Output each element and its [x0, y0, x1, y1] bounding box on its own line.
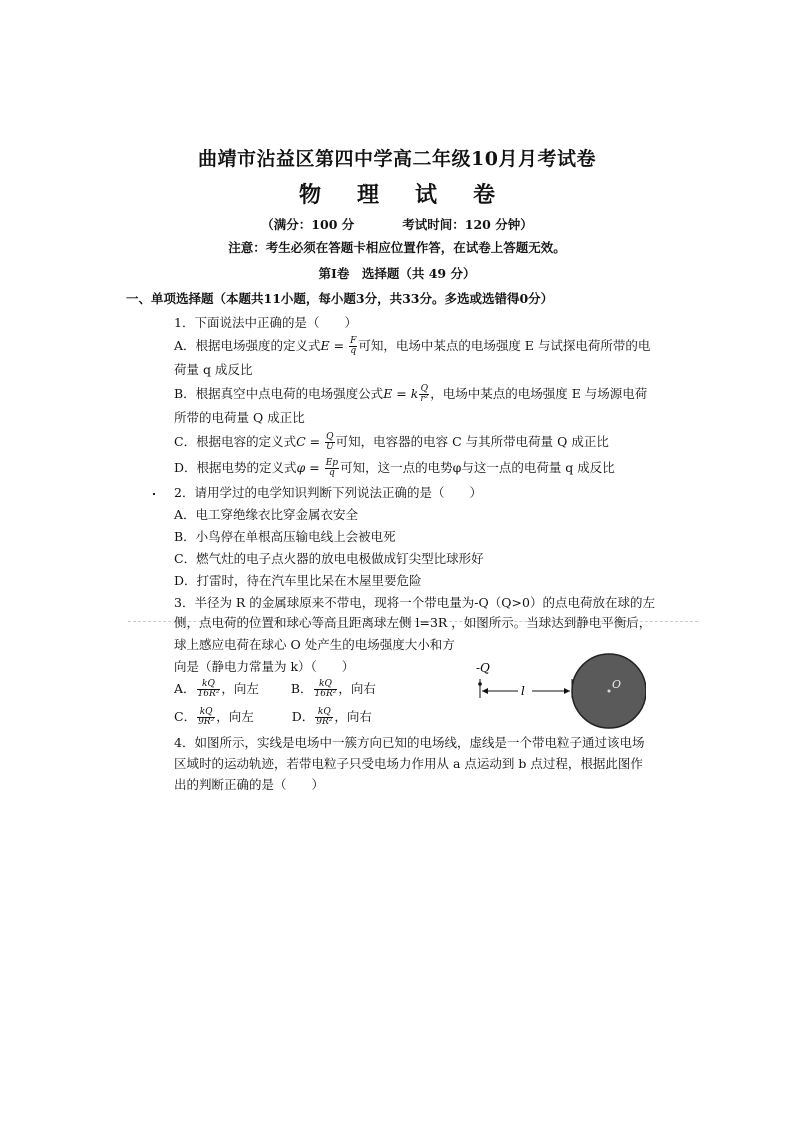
q4-line-3: 出的判断正确的是（ ） [174, 777, 325, 792]
q1-c-fraction: $\frac{Q}{U}$ [326, 432, 334, 452]
q3-option-c: C． $\frac{kQ}{\text{9R²}}$ ，向左 [174, 707, 254, 727]
q1-option-d: D．根据电势的定义式φ = $\frac{Ep}{q}$ 可知，这一点的电势φ与这一点的电荷量 q 成反比 [174, 458, 615, 478]
q3-option-b: B． $\frac{kQ}{\text{16R²}}$ ，向右 [290, 679, 376, 699]
q3-options-row-1 [174, 680, 376, 699]
q2-option-a: A．电工穿绝缘衣比穿金属衣安全 [174, 507, 359, 522]
subject-char-1: 物 [298, 182, 321, 208]
exam-meta [0, 215, 794, 233]
q2-option-b: B．小鸟停在单根高压输电线上会被电死 [174, 529, 396, 544]
part-heading: 第Ⅰ卷 选择题（共 49 分） [318, 266, 476, 281]
q2-option-c: C．燃气灶的电子点火器的放电电极做成钉尖型比球形好 [174, 551, 484, 566]
subject-char-4: 卷 [473, 182, 496, 208]
q3-line-2: 侧，点电荷的位置和球心等高且距离球左侧 l=3R ，如图所示。当球达到静电平衡后， [174, 615, 652, 630]
arrow-left-icon [482, 688, 488, 694]
point-charge-label: -Q [476, 661, 490, 675]
q3-option-d: D． $\frac{kQ}{\text{9R²}}$ ，向右 [291, 707, 372, 727]
q1-option-a-cont: 荷量 q 成反比 [174, 362, 253, 377]
q3-line-4: 向是（静电力常量为 k）（ ） [174, 659, 355, 674]
q2-stem: 2．请用学过的电学知识判断下列说法正确的是（ ） [174, 485, 482, 500]
subject-title [0, 178, 794, 209]
subject-char-2: 理 [356, 182, 379, 208]
q3-line-1: 3．半径为 R 的金属球原来不带电，现将一个带电量为-Q（Q>0）的点电荷放在球的左 [174, 595, 655, 610]
q3-options-row-2 [174, 708, 372, 727]
subject-char-3: 试 [415, 182, 438, 208]
sphere-center [608, 690, 611, 693]
exam-title: 曲靖市沾益区第四中学高二年级10月月考试卷 [198, 148, 596, 170]
section-heading: 一、单项选择题（本题共11小题，每小题3分，共33分。多选或选错得0分） [126, 291, 554, 306]
q3-option-a: A． $\frac{kQ}{\text{16R²}}$ ，向左 [174, 679, 259, 699]
q1-stem: 1．下面说法中正确的是（ ） [174, 315, 357, 330]
q3-figure [466, 648, 646, 738]
exam-time: 考试时间：120 分钟） [402, 217, 533, 232]
arrow-right-icon [564, 688, 570, 694]
q1-option-b: B．根据真空中点电荷的电场强度公式E = k $\frac{Q}{\text{r²}}$ ，电场中某点的电场强度 E 与场源电荷 [174, 384, 648, 404]
q1-b-fraction: $\frac{Q}{\text{r²}}$ [420, 384, 429, 404]
full-score: （满分：100 分 [261, 217, 355, 232]
q2-option-d: D．打雷时，待在汽车里比呆在木屋里要危险 [174, 573, 422, 588]
q4-line-1: 4．如图所示，实线是电场中一簇方向已知的电场线，虚线是一个带电粒子通过该电场 [174, 735, 645, 750]
q1-option-c: C．根据电容的定义式C = $\frac{Q}{U}$ 可知，电容器的电容 C 与其所带电荷量 Q 成正比 [174, 432, 609, 452]
exam-notice: 注意：考生必须在答题卡相应位置作答，在试卷上答题无效。 [228, 240, 566, 255]
q1-option-b-cont: 所带的电荷量 Q 成正比 [174, 410, 305, 425]
q4-line-2: 区域时的运动轨迹，若带电粒子只受电场力作用从 a 点运动到 b 点过程，根据此图作 [174, 756, 643, 771]
distance-label: l [521, 684, 525, 698]
q3-line-3: 球上感应电荷在球心 O 处产生的电场强度大小和方 [174, 637, 455, 652]
center-label: O [612, 678, 622, 691]
q1-a-fraction: $\frac{F}{q}$ [350, 336, 357, 356]
q1-option-a: A．根据电场强度的定义式E = $\frac{F}{q}$ 可知，电场中某点的电场强度 E 与试探电荷所带的电 [174, 336, 651, 356]
scan-speck [153, 493, 155, 495]
q1-d-fraction: $\frac{Ep}{q}$ [325, 458, 339, 478]
